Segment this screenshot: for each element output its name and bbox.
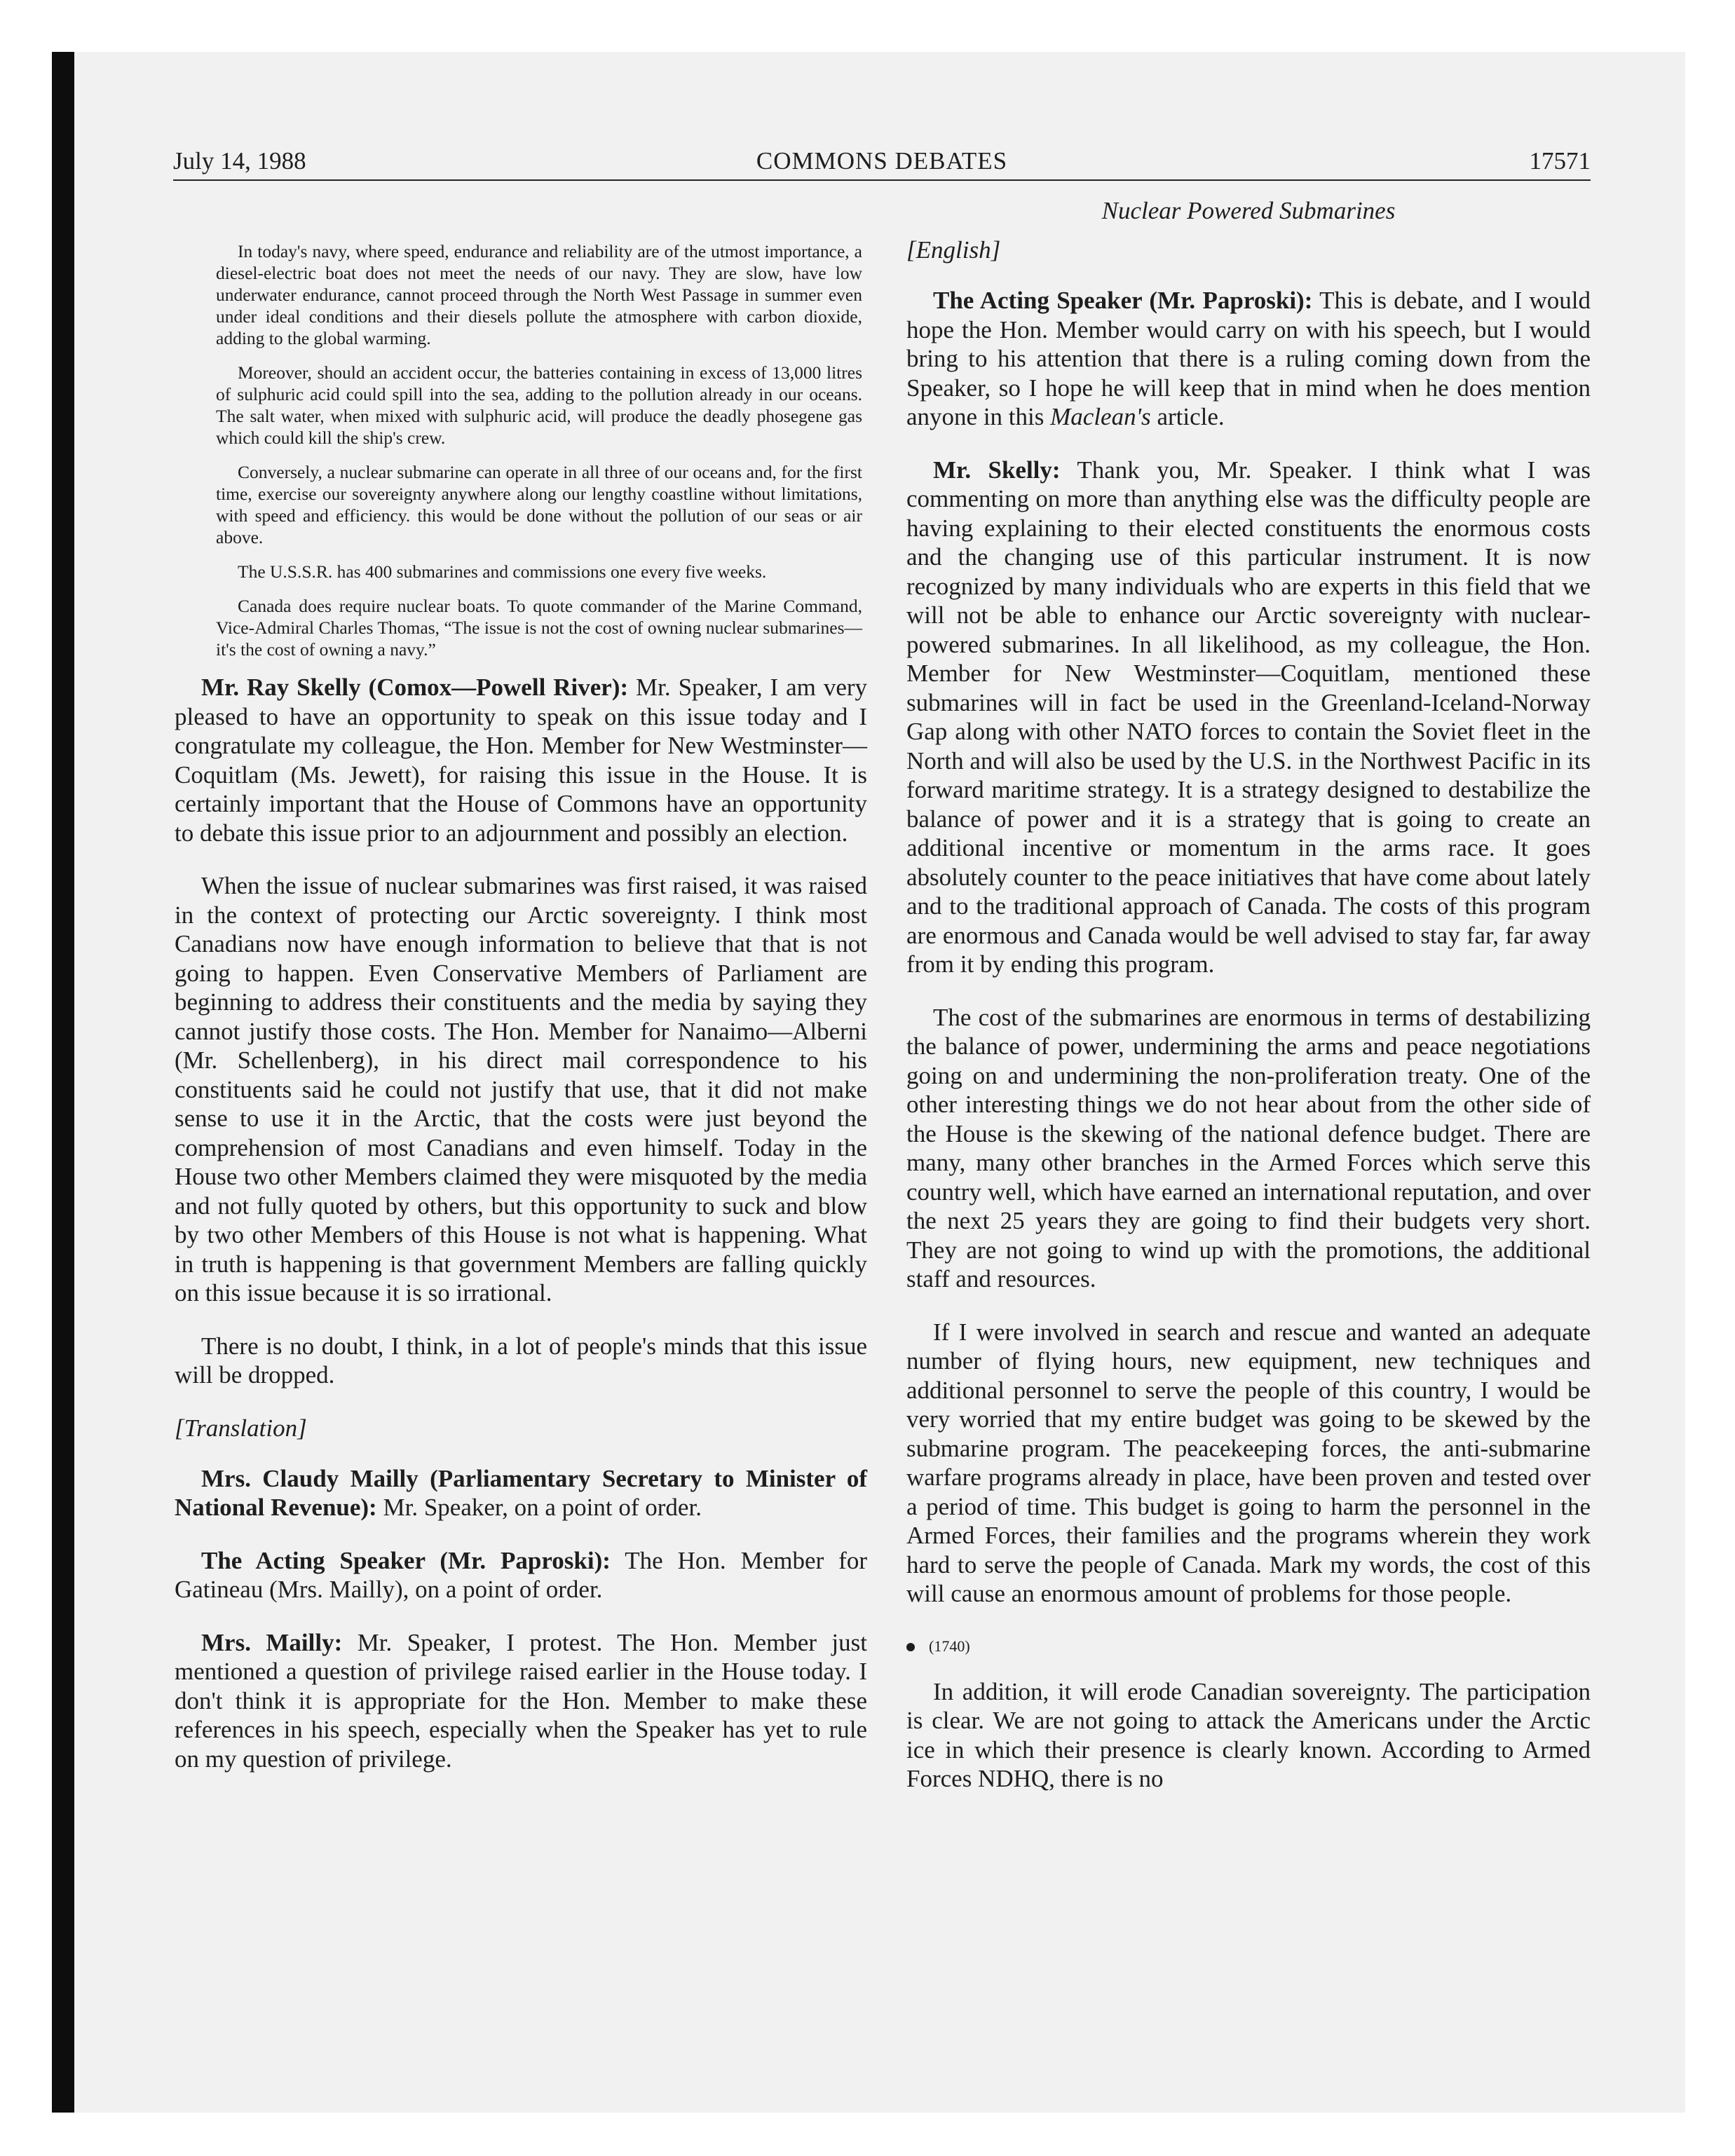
bullet-icon [906, 1643, 915, 1651]
quote-paragraph: The U.S.S.R. has 400 submarines and commissions one every five weeks. [238, 561, 767, 582]
speech-text: The Hon. Member for Gatineau (Mrs. Mailly), on a point of order. [175, 1546, 867, 1603]
header-rule [173, 179, 1591, 181]
header-page-number: 17571 [1529, 147, 1591, 175]
speech-paragraph: If I were involved in search and rescue and wanted an adequate number of flying hours, new equipment, new techniques and additional personnel to serve the people of this country, I would be very worried that my entire budget was going to be skewed by the submarine program. The peacekeeping forces, the anti-submarine warfare programs already in place, have been proven and tested over a period of time. This budget is going to harm the personnel in the Armed Forces, their families and the programs wherein they work hard to serve the people of Canada. Mark my words, the cost of this will cause an enormous amount of problems for those people. [906, 1318, 1591, 1607]
speech-paragraph [906, 286, 1591, 432]
quote-paragraph: Conversely, a nuclear submarine can operate in all three of our oceans and, for the first time, exercise our sovereignty anywhere along our lengthy coastline without limitations, with speed and efficiency. this would be done without the pollution of our seas or air above. [216, 462, 862, 547]
english-tag: [English] [906, 236, 1001, 264]
speech-paragraph: The cost of the submarines are enormous in terms of destabilizing the balance of power, undermining the arms and peace negotiations going on and undermining the non-proliferation treaty. One of the other interesting things we do not hear about from the other side of the House is the skewing of the national defence budget. There are many, many other branches in the Armed Forces which serve this country well, which have earned an international reputation, and over the next 25 years they are going to find their budgets very short. They are not going to wind up with the promotions, the additional staff and resources. [906, 1003, 1591, 1292]
speech-paragraph: In addition, it will erode Canadian sovereignty. The participation is clear. We are not going to attack the Americans under the Arctic ice in which their presence is clearly known. According to Armed Forces NDHQ, there is no [906, 1677, 1591, 1792]
speech-text: Mr. Speaker, on a point of order. [383, 1494, 702, 1521]
page-header [173, 143, 1591, 179]
speech-paragraph [175, 1546, 867, 1604]
speaker-name: Mrs. Mailly: [201, 1628, 343, 1656]
speech-paragraph: When the issue of nuclear submarines was first raised, it was raised in the context of protecting our Arctic sovereignty. I think most Canadians now have enough information to believe that that is not going to happen. Even Conservative Members of Parliament are beginning to address their constituents and the media by saying they cannot justify those costs. The Hon. Member for Nanaimo—Alberni (Mr. Schellenberg), in his direct mail correspondence to his constituents said he could not justify that use, that it did not make sense to use it in the Arctic, that the costs were just beyond the comprehension of most Canadians and even himself. Today in the House two other Members claimed they were misquoted by the media and not fully quoted by others, but this opportunity to suck and blow by two other Members of this House is not what is happening. What in truth is happening is that government Members are falling quickly on this issue because it is so irrational. [175, 872, 867, 1306]
speech-paragraph [175, 673, 867, 847]
speech-paragraph [906, 456, 1591, 979]
speaker-name: Mrs. Claudy Mailly (Parliamentary Secretary to Minister of National Revenue): [175, 1464, 867, 1521]
quote-paragraph: Moreover, should an accident occur, the batteries containing in excess of 13,000 litres of sulphuric acid could spill into the sea, adding to the pollution already in our oceans. The salt water, when mixed with sulphuric acid, will produce the deadly phosegene gas which could kill the ship's crew. [216, 362, 862, 448]
quote-paragraph: In today's navy, where speed, endurance and reliability are of the utmost importance, a diesel-electric boat does not meet the needs of our navy. They are slow, have low underwater endurance, cannot proceed through the North West Passage in summer even under ideal conditions and their diesels pollute the atmosphere with carbon dioxide, adding to the global warming. [216, 241, 862, 348]
speech-paragraph: There is no doubt, I think, in a lot of people's minds that this issue will be dropped. [175, 1332, 867, 1389]
header-title: COMMONS DEBATES [756, 147, 1008, 175]
speaker-name: The Acting Speaker (Mr. Paproski): [201, 1546, 611, 1574]
right-column [906, 196, 1591, 1794]
time-marker [906, 1632, 1591, 1660]
binding-shadow [52, 52, 74, 2113]
publication-title: Maclean's [1050, 403, 1151, 430]
speech-text: This is debate, and I would hope the Hon. Member would carry on with his speech, but I would bring to his attention that there is a ruling coming down from the Speaker, so I hope he will keep that in mind when he does mention anyone in this [906, 287, 1591, 430]
header-date: July 14, 1988 [173, 147, 306, 175]
speaker-name: Mr. Skelly: [933, 456, 1061, 484]
speaker-name: The Acting Speaker (Mr. Paproski): [933, 287, 1313, 314]
quote-paragraph: Canada does require nuclear boats. To quote commander of the Marine Command, Vice-Admiral Charles Thomas, “The issue is not the cost of owning nuclear submarines—it's the cost of owning a navy.” [216, 596, 862, 660]
time-marker-text: (1740) [929, 1637, 970, 1655]
quoted-passage [175, 240, 867, 660]
left-column [175, 196, 867, 1773]
speaker-name: Mr. Ray Skelly (Comox—Powell River): [201, 674, 629, 701]
speech-text: article. [1157, 403, 1225, 430]
speech-paragraph [175, 1464, 867, 1522]
speech-paragraph [175, 1628, 867, 1774]
translation-tag: [Translation] [175, 1414, 307, 1442]
section-title: Nuclear Powered Submarines [1101, 197, 1396, 224]
speech-text: Thank you, Mr. Speaker. I think what I was commenting on more than anything else was the difficulty people are having explaining to their elected constituents the enormous costs and the changing use of this particular instrument. It is now recognized by many individuals who are experts in this field that we will not be able to enhance our Arctic sovereignty with nuclear-powered submarines. In all likelihood, as my colleague, the Hon. Member for New Westminster—Coquitlam, mentioned these submarines will in fact be used in the Greenland-Iceland-Norway Gap along with other NATO forces to contain the Soviet fleet in the North and will also be used by the U.S. in the Northwest Pacific in its forward maritime strategy. It is a strategy designed to destabilize the balance of power and it is a strategy that is going to create an additional incentive or momentum in the arms race. It goes absolutely counter to the peace initiatives that have come about lately and to the traditional approach of Canada. The costs of this program are enormous and Canada would be well advised to stay far, far away from it by ending this program. [906, 456, 1591, 978]
speech-text: Mr. Speaker, I protest. The Hon. Member just mentioned a question of privilege raised earlier in the House today. I don't think it is appropriate for the Hon. Member to make these references in his speech, especially when the Speaker has yet to rule on my question of privilege. [175, 1628, 868, 1773]
speech-text: Mr. Speaker, I am very pleased to have an opportunity to speak on this issue today and I congratulate my colleague, the Hon. Member for New Westminster—Coquitlam (Ms. Jewett), for raising this issue in the House. It is certainly important that the House of Commons have an opportunity to debate this issue prior to an adjournment and possibly an election. [175, 674, 868, 847]
